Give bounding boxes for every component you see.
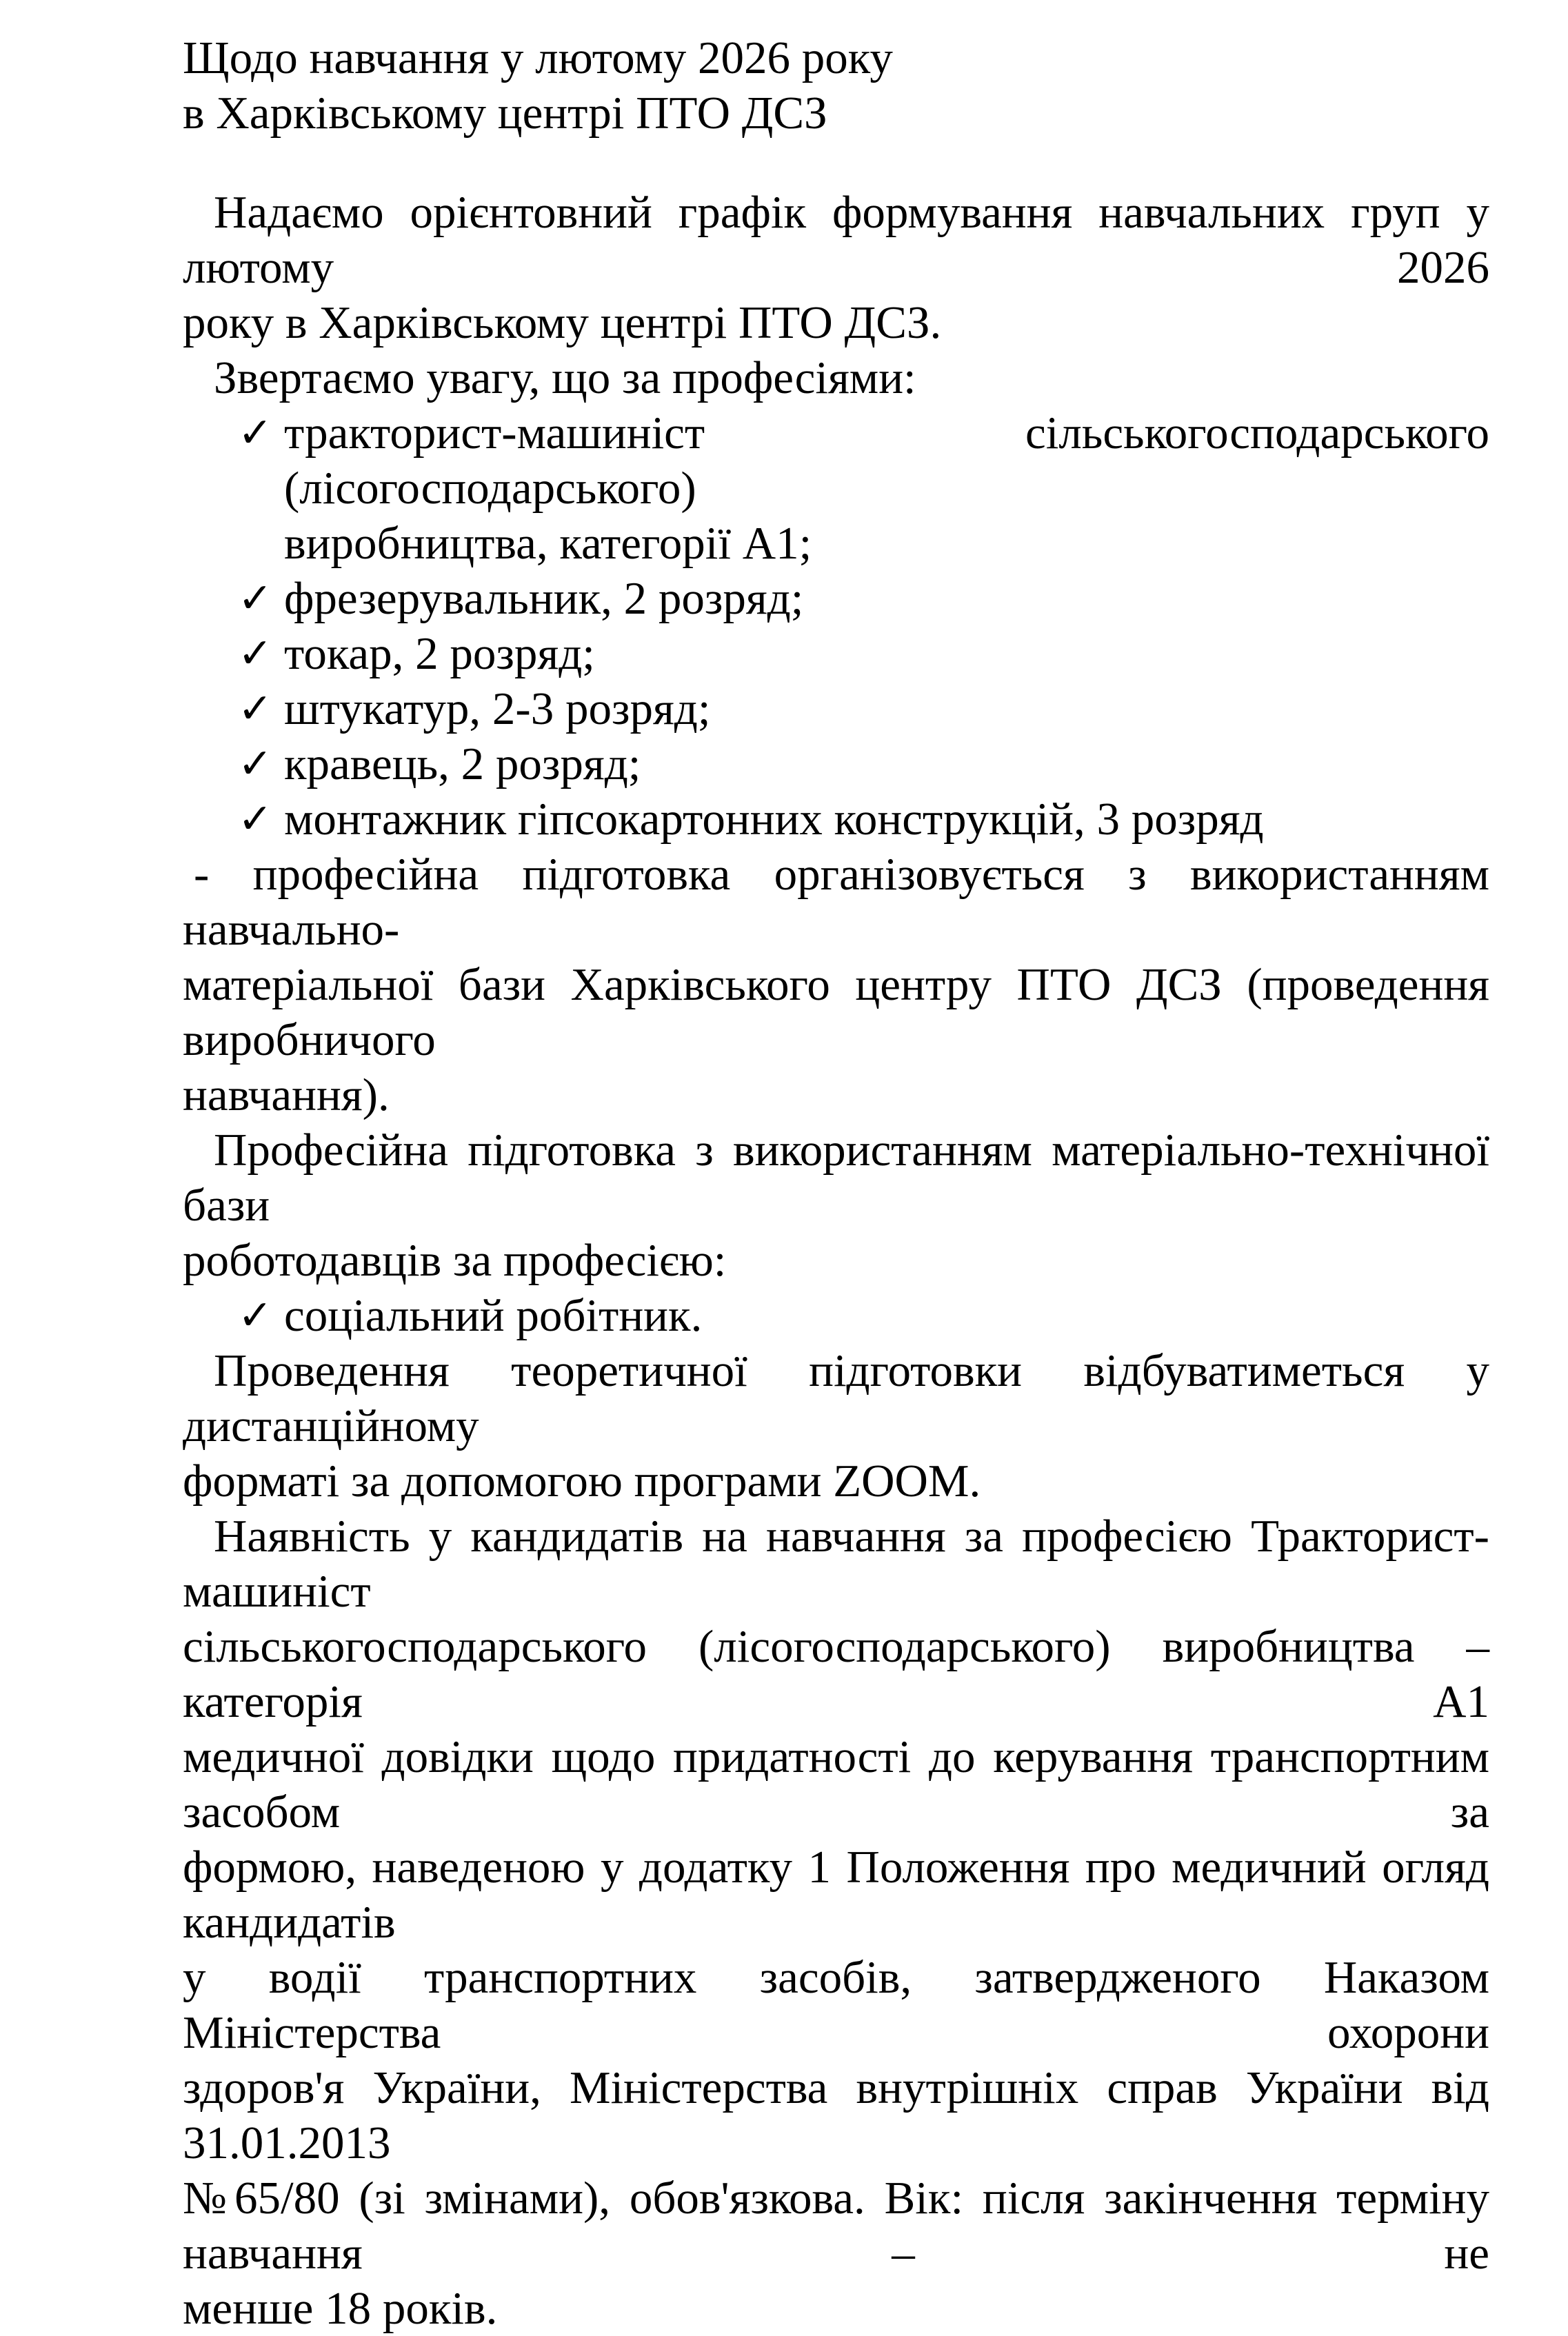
text-line — [183, 1288, 1489, 1343]
text-line-content: формою, наведеною у додатку 1 Положення про медичний огляд кандидатів — [183, 1842, 1489, 1948]
text-line-content: роботодавців за професією: — [183, 1235, 727, 1286]
text-line-content: соціальний робітник. — [284, 1290, 703, 1341]
text-line — [183, 1453, 1489, 1509]
bullet-item — [183, 681, 1489, 736]
text-line — [183, 1343, 1489, 1453]
text-line-content: кравець, 2 розряд; — [284, 738, 641, 789]
checkmark-icon: ✓ — [238, 685, 273, 733]
paragraph — [183, 1509, 1489, 2336]
text-line — [183, 350, 1489, 405]
text-line-content: Наявність у кандидатів на навчання за професією Тракторист-машиніст — [183, 1511, 1489, 1617]
text-line — [183, 1233, 1489, 1288]
checkmark-icon: ✓ — [238, 795, 273, 843]
text-line — [183, 1619, 1489, 1729]
text-line — [183, 1729, 1489, 1840]
text-line — [183, 1840, 1489, 1950]
text-line — [183, 1067, 1489, 1122]
text-line — [183, 1950, 1489, 2060]
text-line — [183, 957, 1489, 1067]
text-line-content: здоров'я України, Міністерства внутрішніх справ України від 31.01.2013 — [183, 2062, 1489, 2168]
paragraph — [183, 185, 1489, 350]
document-page — [183, 30, 1489, 2336]
text-line-content: сільськогосподарського (лісогосподарського) виробництва – категорія А1 — [183, 1621, 1489, 1727]
title-line — [183, 85, 1489, 141]
text-line — [183, 571, 1489, 626]
bullet-item — [183, 626, 1489, 681]
text-line-content: Надаємо орієнтовний графік формування навчальних груп у лютому 2026 — [183, 187, 1489, 293]
checkmark-icon: ✓ — [238, 574, 273, 623]
bullet-item — [183, 1288, 1489, 1343]
text-line — [183, 2281, 1489, 2336]
text-line — [183, 626, 1489, 681]
paragraph — [183, 350, 1489, 405]
text-line-content: медичної довідки щодо придатності до керування транспортним засобом за — [183, 1731, 1489, 1837]
checkmark-icon: ✓ — [238, 630, 273, 678]
text-line-content: в Харківському центрі ПТО ДСЗ — [183, 88, 827, 139]
text-line-content: Щодо навчання у лютому 2026 року — [183, 32, 893, 83]
text-line-content: №65/80 (зі змінами), обов'язкова. Вік: після закінчення терміну навчання – не — [183, 2173, 1489, 2279]
text-line — [183, 295, 1489, 350]
bullet-item — [183, 792, 1489, 847]
text-line — [183, 405, 1489, 516]
text-line-content: монтажник гіпсокартонних конструкцій, 3 розряд — [284, 794, 1264, 845]
paragraph-spacer — [183, 141, 1489, 185]
text-line-content: Проведення теоретичної підготовки відбуватиметься у дистанційному — [183, 1345, 1489, 1451]
text-line-content: менше 18 років. — [183, 2283, 498, 2334]
text-line — [183, 681, 1489, 736]
text-line — [183, 1122, 1489, 1233]
text-line-content: - професійна підготовка організовується з використанням навчально- — [183, 849, 1489, 955]
text-line — [183, 516, 1489, 571]
text-line-content: фрезерувальник, 2 розряд; — [284, 573, 804, 624]
paragraph — [183, 847, 1489, 1122]
text-line-content: токар, 2 розряд; — [284, 628, 595, 679]
text-line — [183, 2060, 1489, 2171]
text-line-content: штукатур, 2-3 розряд; — [284, 683, 711, 734]
text-line-content: у водії транспортних засобів, затвердженого Наказом Міністерства охорони — [183, 1952, 1489, 2058]
document-title — [183, 30, 1489, 141]
text-line — [183, 736, 1489, 792]
text-line-content: навчання). — [183, 1069, 390, 1120]
text-line — [183, 1509, 1489, 1619]
bullet-item — [183, 571, 1489, 626]
text-line — [183, 847, 1489, 957]
text-line-content: Професійна підготовка з використанням матеріально-технічної бази — [183, 1125, 1489, 1231]
text-line-content: Звертаємо увагу, що за професіями: — [214, 352, 916, 403]
text-line-content: тракторист-машиніст сільськогосподарського (лісогосподарського) — [284, 407, 1489, 514]
checkmark-icon: ✓ — [238, 409, 273, 457]
text-line — [183, 185, 1489, 295]
text-line-content: виробництва, категорії А1; — [284, 518, 812, 569]
bullet-item — [183, 736, 1489, 792]
paragraph — [183, 1122, 1489, 1288]
text-line — [183, 2171, 1489, 2281]
title-line — [183, 30, 1489, 85]
paragraph — [183, 1343, 1489, 1509]
text-line-content: форматі за допомогою програми ZOOM. — [183, 1456, 981, 1507]
text-line — [183, 792, 1489, 847]
checkmark-icon: ✓ — [238, 740, 273, 788]
bullet-item — [183, 405, 1489, 571]
text-line-content: матеріальної бази Харківського центру ПТО ДСЗ (проведення виробничого — [183, 959, 1489, 1065]
checkmark-icon: ✓ — [238, 1291, 273, 1340]
text-line-content: року в Харківському центрі ПТО ДСЗ. — [183, 297, 942, 348]
